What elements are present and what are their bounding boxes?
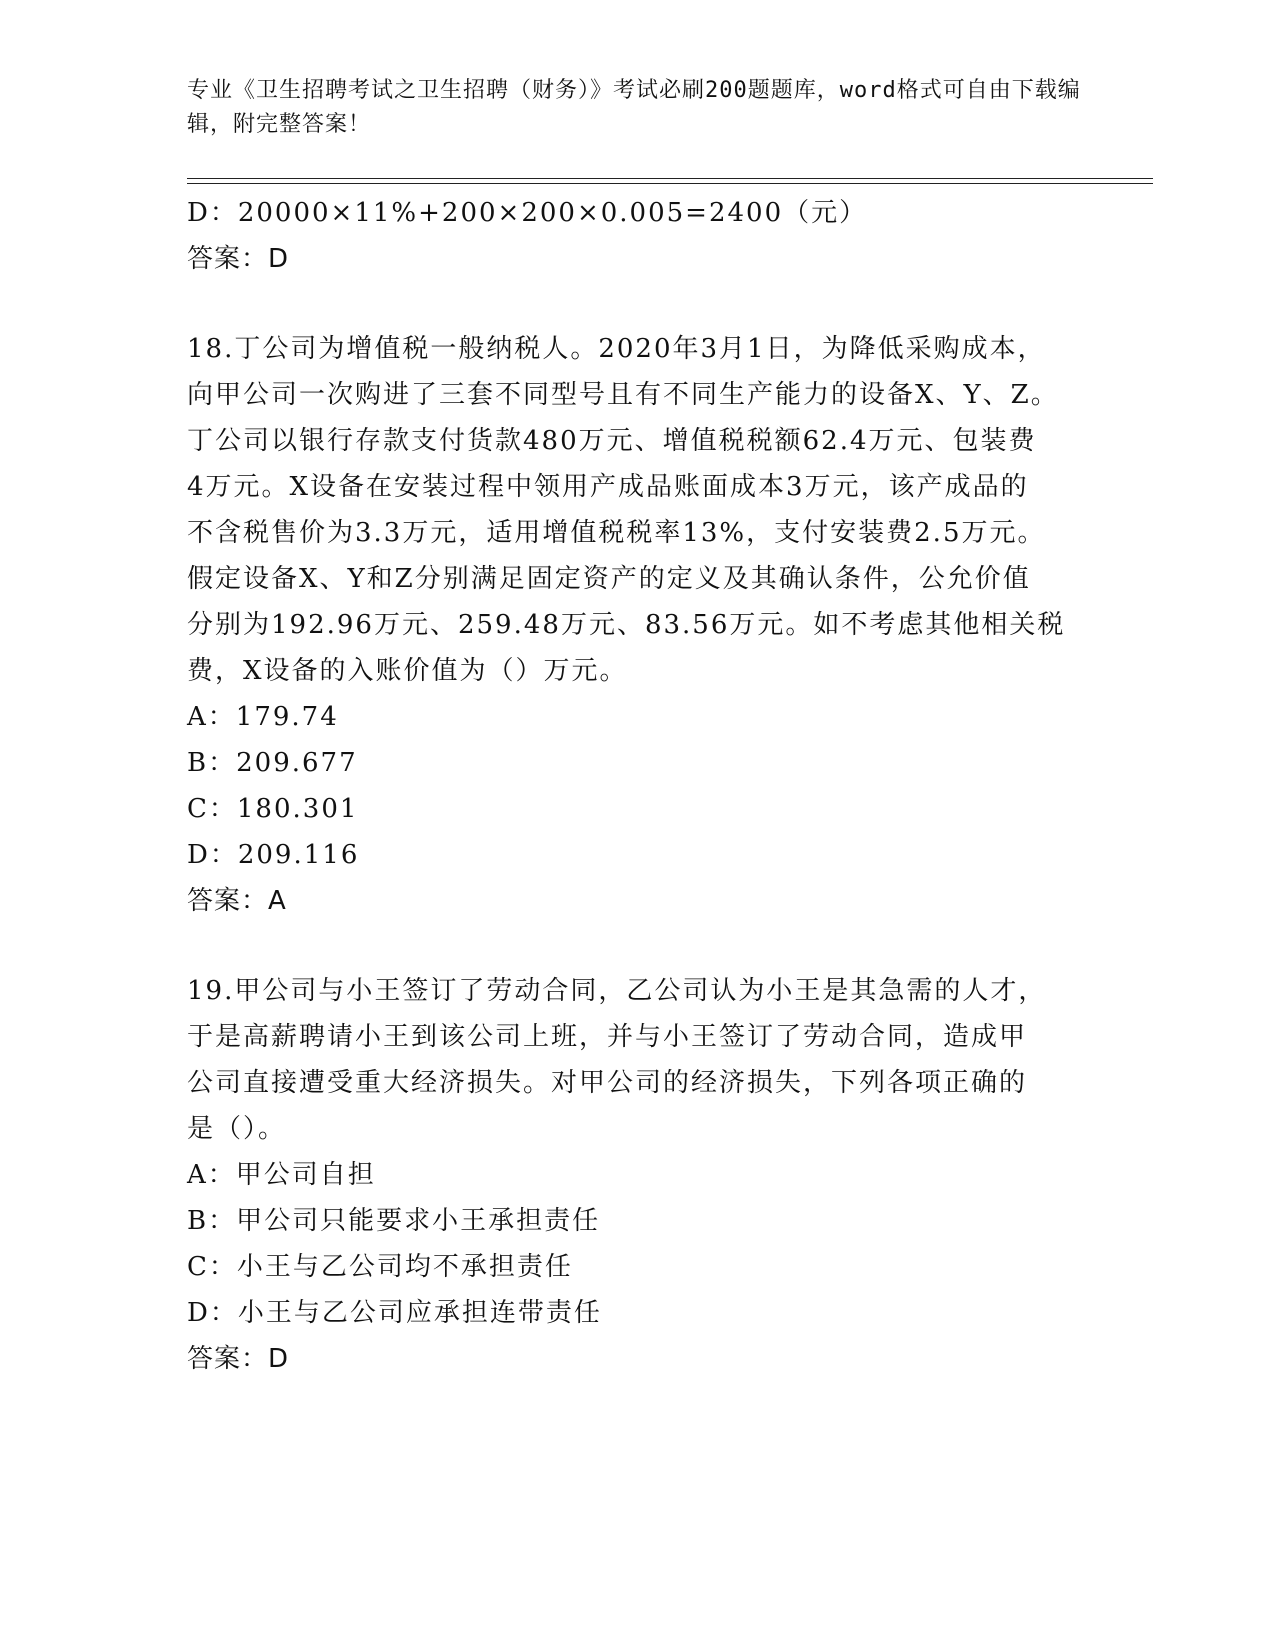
header-rule-top [187, 178, 1153, 179]
question-stem-line: 18.丁公司为增值税一般纳税人。2020年3月1日，为降低采购成本， [187, 334, 1046, 364]
answer-label: 答案：A [187, 886, 287, 916]
document-header: 专业《卫生招聘考试之卫生招聘（财务）》考试必刷200题题库，word格式可自由下载编辑，附完整答案！ [187, 78, 1081, 137]
question-stem-line: 是（）。 [187, 1114, 287, 1144]
answer-label: 答案：D [187, 1344, 290, 1374]
answer-label: 答案：D [187, 244, 290, 274]
question-stem-line: 费，X设备的入账价值为（）万元。 [187, 656, 628, 686]
question-stem-line: 分别为192.96万元、259.48万元、83.56万元。如不考虑其他相关税 [187, 610, 1066, 640]
option-a: A：甲公司自担 [187, 1160, 376, 1190]
option-d: D：20000×11%+200×200×0.005=2400（元） [187, 198, 868, 228]
question-stem-line: 丁公司以银行存款支付货款480万元、增值税税额62.4万元、包装费 [187, 426, 1037, 456]
option-c: C：小王与乙公司均不承担责任 [187, 1252, 573, 1282]
option-d: D：小王与乙公司应承担连带责任 [187, 1298, 602, 1328]
option-d: D：209.116 [187, 840, 360, 870]
option-a: A：179.74 [187, 702, 339, 732]
question-stem-line: 向甲公司一次购进了三套不同型号且有不同生产能力的设备X、Y、Z。 [187, 380, 1059, 410]
option-b: B：甲公司只能要求小王承担责任 [187, 1206, 601, 1236]
question-stem-line: 不含税售价为3.3万元，适用增值税税率13%，支付安装费2.5万元。 [187, 518, 1046, 548]
question-stem-line: 于是高薪聘请小王到该公司上班，并与小王签订了劳动合同，造成甲 [187, 1022, 1028, 1052]
question-18 [187, 326, 1077, 924]
option-c: C：180.301 [187, 794, 359, 824]
question-stem-line: 19.甲公司与小王签订了劳动合同，乙公司认为小王是其急需的人才， [187, 976, 1047, 1006]
option-b: B：209.677 [187, 748, 358, 778]
document-body [187, 190, 1077, 1382]
question-stem-line: 4万元。X设备在安装过程中领用产成品账面成本3万元，该产成品的 [187, 472, 1029, 502]
question-stem-line: 公司直接遭受重大经济损失。对甲公司的经济损失，下列各项正确的 [187, 1068, 1028, 1098]
question-stem-line: 假定设备X、Y和Z分别满足固定资产的定义及其确认条件，公允价值 [187, 564, 1031, 594]
header-rule-bottom [187, 183, 1153, 184]
question-19 [187, 968, 1077, 1382]
